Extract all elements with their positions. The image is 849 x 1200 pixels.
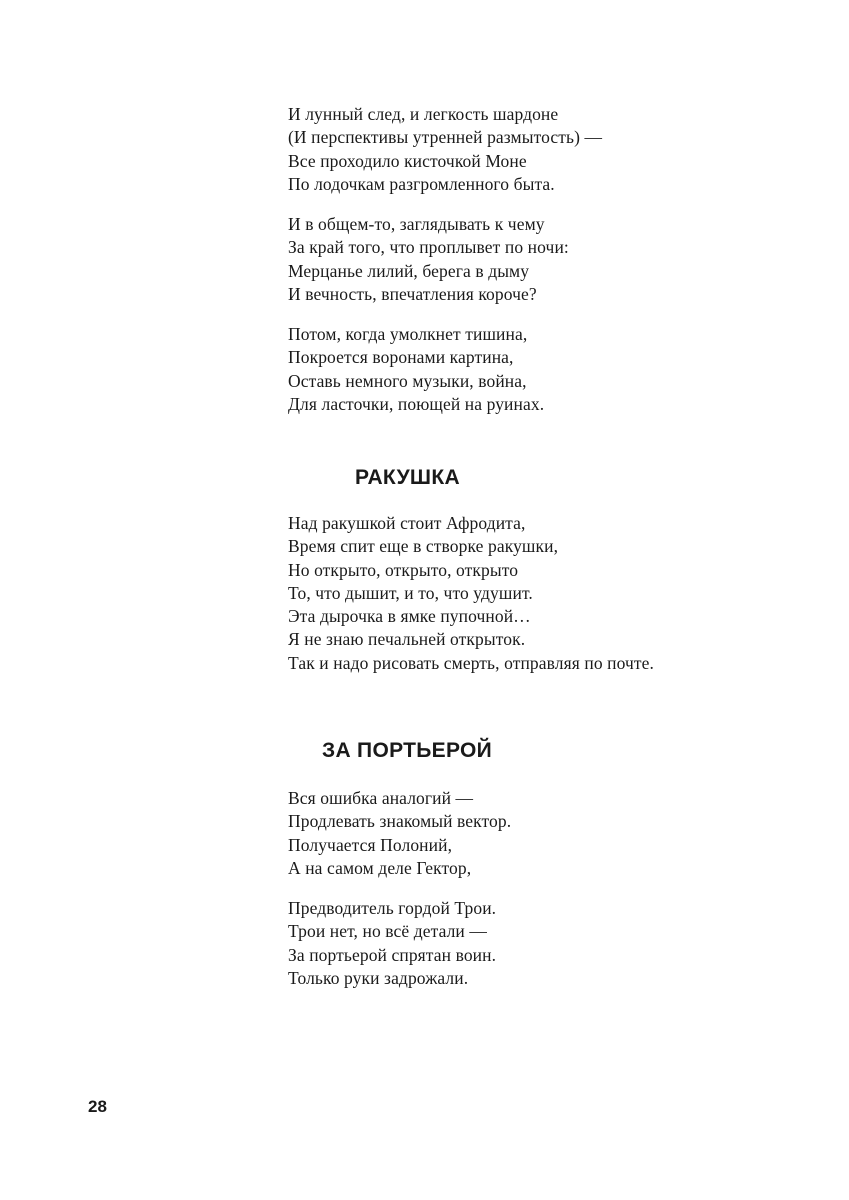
verse-line: Продлевать знакомый вектор. xyxy=(288,811,512,832)
verse-line: По лодочкам разгромленного быта. xyxy=(288,173,555,194)
verse-line: Оставь немного музыки, война, xyxy=(288,370,527,391)
verse-line: И в общем-то, заглядывать к чему xyxy=(288,214,545,234)
verse-line: Я не знаю печальней открыток. xyxy=(288,629,526,650)
verse-line: Только руки задрожали. xyxy=(288,967,469,988)
verse-line: И вечность, впечатления короче? xyxy=(288,283,537,304)
verse-line: Для ласточки, поющей на руинах. xyxy=(288,393,545,414)
verse-line: А на самом деле Гектор, xyxy=(288,857,472,878)
verse-line: Эта дырочка в ямке пупочной… xyxy=(288,606,531,627)
poem1-stanza-1 xyxy=(288,103,602,196)
verse-line: Вся ошибка аналогий — xyxy=(288,788,474,808)
poem3-stanza-2 xyxy=(288,897,496,990)
verse-line: И лунный след, и легкость шардоне xyxy=(288,104,559,124)
poem1-stanza-3 xyxy=(288,323,544,416)
verse-line: За край того, что проплывет по ночи: xyxy=(288,237,569,258)
poem2-stanza-1 xyxy=(288,512,654,675)
verse-line: То, что дышит, и то, что удушит. xyxy=(288,582,533,603)
poem1-stanza-2 xyxy=(288,213,569,306)
poem-title-za-portieroy: ЗА ПОРТЬЕРОЙ xyxy=(322,739,493,762)
verse-line: Предводитель гордой Трои. xyxy=(288,898,497,918)
verse-line: Над ракушкой стоит Афродита, xyxy=(288,513,526,533)
verse-line: Но открыто, открыто, открыто xyxy=(288,559,519,580)
verse-line: Покроется воронами картина, xyxy=(288,347,514,368)
verse-line: (И перспективы утренней размытость) — xyxy=(288,127,603,148)
verse-line: Трои нет, но всё детали — xyxy=(288,921,487,942)
verse-line: Получается Полоний, xyxy=(288,834,453,855)
page-number: 28 xyxy=(88,1097,107,1116)
poem-title-rakushka: РАКУШКА xyxy=(355,466,460,489)
verse-line: Так и надо рисовать смерть, отправляя по почте. xyxy=(288,652,655,673)
verse-line: Потом, когда умолкнет тишина, xyxy=(288,324,528,344)
poem3-stanza-1 xyxy=(288,787,511,880)
verse-line: Мерцанье лилий, берега в дыму xyxy=(288,260,530,281)
verse-line: За портьерой спрятан воин. xyxy=(288,944,497,965)
verse-line: Время спит еще в створке ракушки, xyxy=(288,536,559,557)
verse-line: Все проходило кисточкой Моне xyxy=(288,150,527,171)
